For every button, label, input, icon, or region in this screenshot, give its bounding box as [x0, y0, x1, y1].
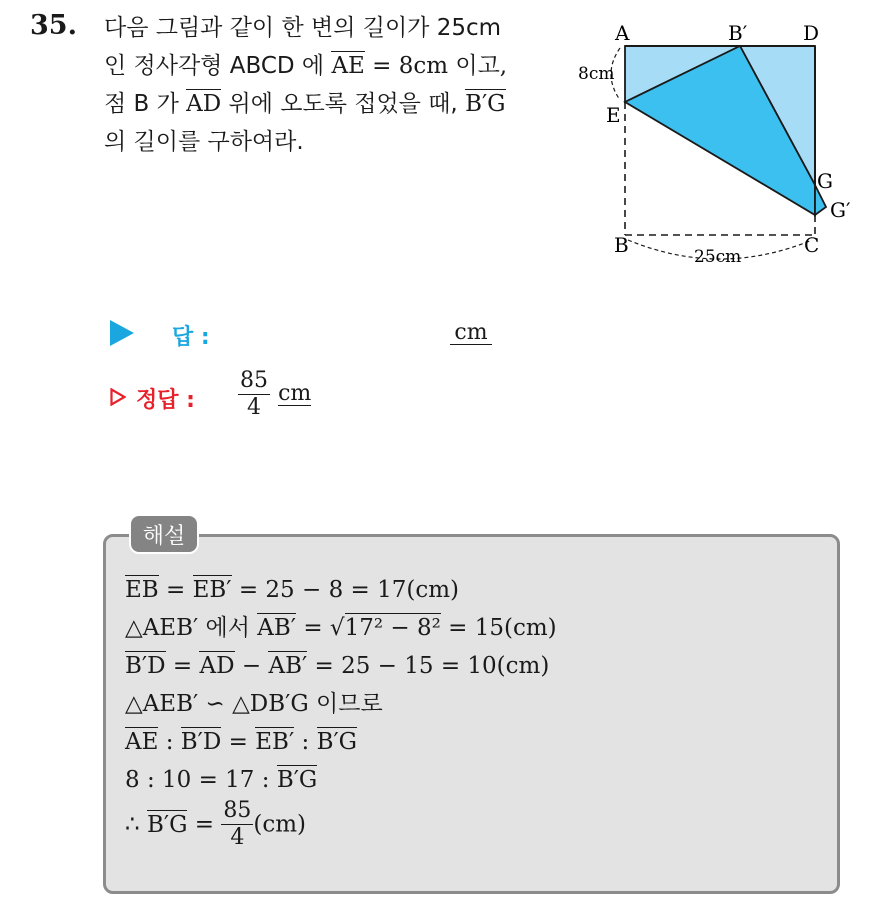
segment: B′D [125, 653, 166, 679]
question-line-3 [104, 86, 506, 122]
fraction-numerator: 85 [240, 368, 268, 393]
solution-line-5 [125, 724, 357, 760]
segment: B′G [146, 811, 188, 838]
segment-ad: AD [186, 91, 222, 117]
korean-text: 이므로 [308, 691, 383, 717]
segment: B′G [316, 729, 358, 755]
therefore-symbol: ∴ [125, 811, 147, 838]
segment: AD [199, 653, 235, 679]
answer-blank[interactable] [450, 322, 492, 345]
segment: EB′ [255, 729, 295, 755]
segment: B′G [276, 767, 318, 793]
segment: AB′ [268, 653, 308, 679]
correct-answer-value [238, 368, 311, 421]
question-number: 35. [30, 10, 77, 41]
question-text: 인 정사각형 ABCD 에 [104, 53, 332, 79]
math-text: △AEB′ [125, 615, 199, 641]
question-line-1 [104, 10, 501, 46]
math-text: = [187, 811, 222, 838]
question-text: = 8cm 이고, [364, 53, 508, 79]
question-line-2 [104, 48, 507, 84]
label-length-ae: 8cm [578, 64, 615, 84]
question-text: 다음 그림과 같이 한 변의 길이가 25cm [104, 15, 502, 41]
math-text: = 25 − 15 = 10(cm) [307, 653, 550, 679]
label-c: C [804, 233, 820, 257]
segment-b-prime-g: B′G [465, 91, 506, 117]
question-text: 점 B 가 [104, 91, 187, 117]
fraction-denominator: 4 [230, 825, 245, 850]
math-text: = [296, 615, 330, 641]
solution-line-1 [125, 572, 459, 608]
segment: EB [125, 577, 159, 603]
label-d: D [803, 21, 820, 45]
math-text: = [221, 729, 256, 755]
korean-text: 에서 [198, 615, 258, 641]
label-b-prime: B′ [728, 21, 748, 45]
solution-tag: 해설 [129, 514, 199, 554]
math-text: = 15(cm) [440, 615, 557, 641]
folded-square-figure [570, 15, 860, 275]
correct-answer-unit: cm [278, 381, 312, 406]
label-g: G [817, 169, 833, 193]
radicand: 17² − 8² [344, 615, 441, 641]
math-text: : [294, 729, 317, 755]
question-text: 의 길이를 구하여라. [104, 129, 304, 155]
solution-line-4 [125, 686, 383, 722]
math-text: = [158, 577, 193, 603]
math-text: = 25 − 8 = 17(cm) [231, 577, 460, 603]
correct-answer-label: 정답 : [136, 388, 195, 413]
solution-line-2 [125, 610, 557, 646]
segment: EB′ [192, 577, 232, 603]
question-line-4 [104, 124, 304, 160]
solution-fraction [221, 798, 253, 851]
solution-line-7 [125, 798, 306, 851]
question-text: 위에 오도록 접었을 때, [221, 91, 466, 117]
fraction-denominator: 4 [247, 395, 261, 420]
math-text: − [234, 653, 269, 679]
segment: AE [125, 729, 159, 755]
label-length-bc: 25cm [694, 247, 742, 267]
label-e: E [606, 103, 621, 127]
label-a: A [615, 21, 630, 45]
math-text: = [165, 653, 200, 679]
fraction-numerator: 85 [223, 798, 252, 823]
sqrt-symbol: √ [329, 615, 345, 641]
solution-line-3 [125, 648, 549, 684]
math-text: (cm) [253, 811, 306, 838]
answer-marker-icon [110, 320, 134, 346]
label-g-prime: G′ [830, 198, 851, 222]
segment-ae: AE [331, 53, 365, 79]
correct-answer-marker-icon [110, 388, 126, 406]
segment: B′D [180, 729, 222, 755]
math-text: 8 : 10 = 17 : [125, 767, 277, 793]
math-text: △AEB′ ∽ △DB′G [125, 691, 309, 717]
solution-line-6 [125, 762, 317, 798]
answer-blank-unit: cm [454, 320, 488, 345]
math-text: : [158, 729, 181, 755]
correct-answer-fraction [238, 368, 270, 421]
answer-label: 답 : [172, 325, 210, 350]
label-b: B [614, 233, 629, 257]
segment: AB′ [257, 615, 297, 641]
